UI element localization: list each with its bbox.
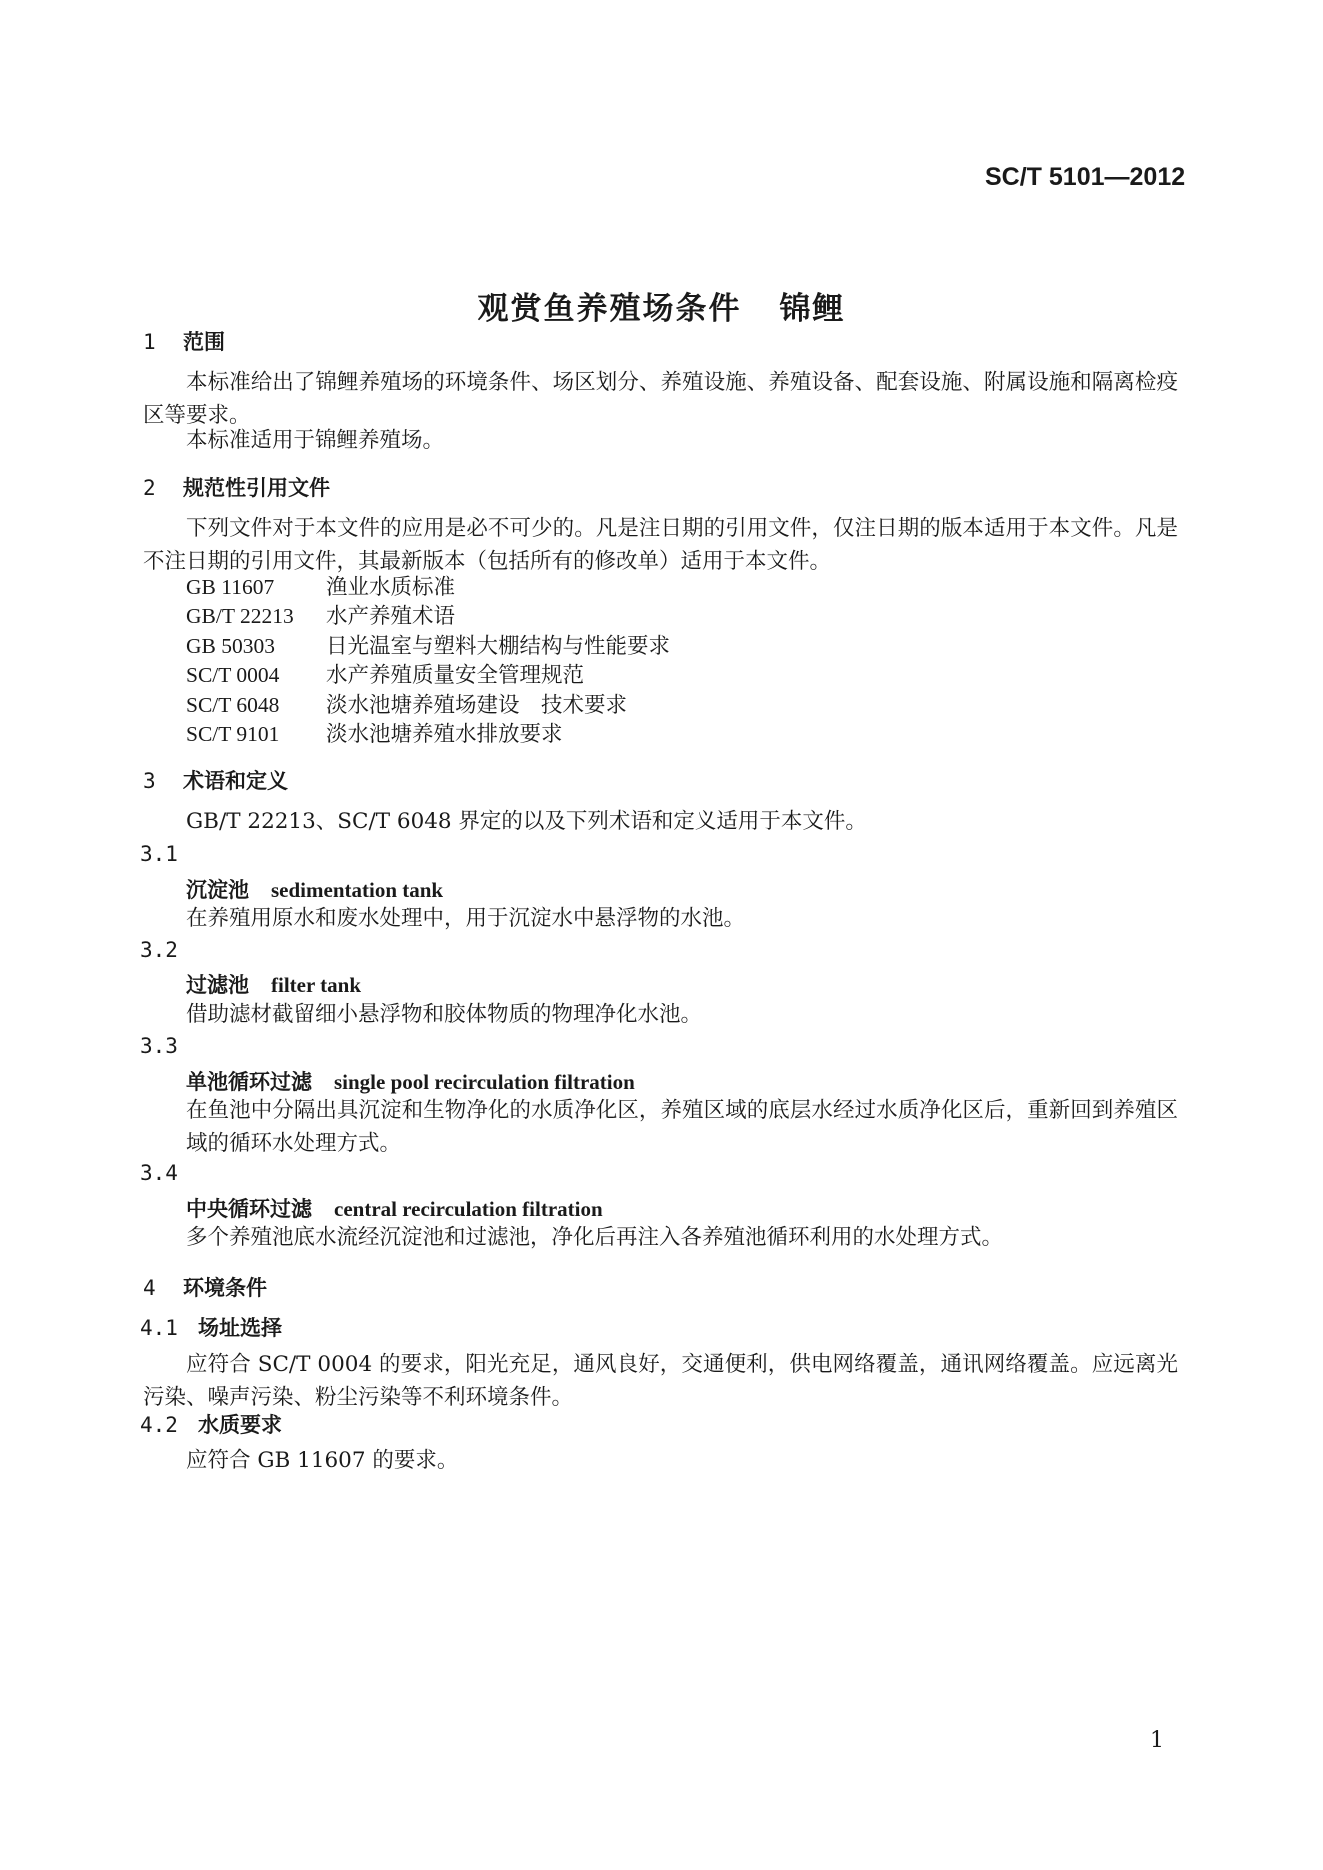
section-3-heading bbox=[143, 765, 288, 795]
reference-item bbox=[186, 659, 584, 692]
section-number: 2 bbox=[143, 476, 156, 500]
term-definition: 多个养殖池底水流经沉淀池和过滤池，净化后再注入各养殖池循环利用的水处理方式。 bbox=[186, 1225, 1004, 1250]
term-en: filter tank bbox=[271, 973, 362, 997]
clause-number: 3.4 bbox=[140, 1161, 178, 1185]
clause-number: 3.3 bbox=[140, 1034, 178, 1058]
page-title bbox=[0, 283, 1323, 328]
section-title: 术语和定义 bbox=[183, 769, 288, 793]
subsection-4-1-heading bbox=[140, 1312, 282, 1342]
standard-code: SC/T 5101—2012 bbox=[985, 163, 1186, 191]
term-heading bbox=[186, 969, 361, 999]
term-zh: 单池循环过滤 bbox=[186, 1070, 312, 1094]
reference-code: SC/T 0004 bbox=[186, 663, 280, 687]
section-title: 环境条件 bbox=[183, 1276, 267, 1300]
section-number: 4 bbox=[143, 1276, 156, 1300]
title-main: 观赏鱼养殖场条件 bbox=[477, 291, 742, 327]
section-title: 范围 bbox=[183, 330, 225, 354]
section-3-paragraph-1: GB/T 22213、SC/T 6048 界定的以及下列术语和定义适用于本文件。 bbox=[186, 809, 867, 834]
term-en: central recirculation filtration bbox=[334, 1197, 603, 1221]
term-zh: 中央循环过滤 bbox=[186, 1197, 312, 1221]
section-number: 1 bbox=[143, 330, 156, 354]
reference-title: 渔业水质标准 bbox=[326, 575, 456, 600]
reference-item bbox=[186, 718, 563, 751]
reference-code: GB 50303 bbox=[186, 634, 275, 658]
section-2-heading bbox=[143, 472, 330, 502]
section-1-paragraph-2: 本标准适用于锦鲤养殖场。 bbox=[186, 428, 445, 453]
section-1-paragraph-1: 本标准给出了锦鲤养殖场的环境条件、场区划分、养殖设施、养殖设备、配套设施、附属设施和隔离检疫区等要求。 bbox=[143, 370, 1178, 428]
reference-title: 水产养殖质量安全管理规范 bbox=[326, 663, 585, 688]
reference-title: 淡水池塘养殖场建设 技术要求 bbox=[326, 693, 628, 718]
section-title: 规范性引用文件 bbox=[183, 476, 330, 500]
term-en: single pool recirculation filtration bbox=[334, 1070, 635, 1094]
term-definition: 在鱼池中分隔出具沉淀和生物净化的水质净化区，养殖区域的底层水经过水质净化区后，重新回到养殖区域的循环水处理方式。 bbox=[186, 1098, 1178, 1156]
clause-number: 3.1 bbox=[140, 842, 178, 866]
title-sub: 锦鲤 bbox=[779, 291, 846, 327]
section-1-heading bbox=[143, 326, 225, 356]
reference-title: 淡水池塘养殖水排放要求 bbox=[326, 722, 563, 747]
reference-title: 水产养殖术语 bbox=[326, 604, 456, 629]
reference-title: 日光温室与塑料大棚结构与性能要求 bbox=[326, 634, 671, 659]
section-2-paragraph-1: 下列文件对于本文件的应用是必不可少的。凡是注日期的引用文件，仅注日期的版本适用于本文件。凡是不注日期的引用文件，其最新版本（包括所有的修改单）适用于本文件。 bbox=[143, 516, 1178, 574]
page-number: 1 bbox=[1150, 1728, 1164, 1753]
subsection-number: 4.1 bbox=[140, 1316, 178, 1340]
term-definition: 在养殖用原水和废水处理中，用于沉淀水中悬浮物的水池。 bbox=[186, 906, 746, 931]
subsection-title: 场址选择 bbox=[198, 1316, 282, 1340]
subsection-4-2-heading bbox=[140, 1409, 282, 1439]
reference-code: SC/T 6048 bbox=[186, 693, 280, 717]
term-heading bbox=[186, 1066, 635, 1096]
term-definition: 借助滤材截留细小悬浮物和胶体物质的物理净化水池。 bbox=[186, 1002, 703, 1027]
subsection-4-2-paragraph: 应符合 GB 11607 的要求。 bbox=[186, 1448, 459, 1473]
reference-item bbox=[186, 600, 455, 633]
term-en: sedimentation tank bbox=[271, 878, 444, 902]
reference-code: SC/T 9101 bbox=[186, 722, 280, 746]
subsection-4-1-paragraph: 应符合 SC/T 0004 的要求，阳光充足，通风良好，交通便利，供电网络覆盖，通讯网络覆盖。应远离光污染、噪声污染、粉尘污染等不利环境条件。 bbox=[143, 1352, 1178, 1410]
term-zh: 沉淀池 bbox=[186, 878, 249, 902]
term-zh: 过滤池 bbox=[186, 973, 249, 997]
clause-number: 3.2 bbox=[140, 938, 178, 962]
reference-code: GB/T 22213 bbox=[186, 604, 294, 628]
section-4-heading bbox=[143, 1272, 267, 1302]
term-heading bbox=[186, 1193, 603, 1223]
subsection-number: 4.2 bbox=[140, 1413, 178, 1437]
term-heading bbox=[186, 874, 443, 904]
reference-code: GB 11607 bbox=[186, 575, 275, 599]
section-number: 3 bbox=[143, 769, 156, 793]
subsection-title: 水质要求 bbox=[198, 1413, 282, 1437]
